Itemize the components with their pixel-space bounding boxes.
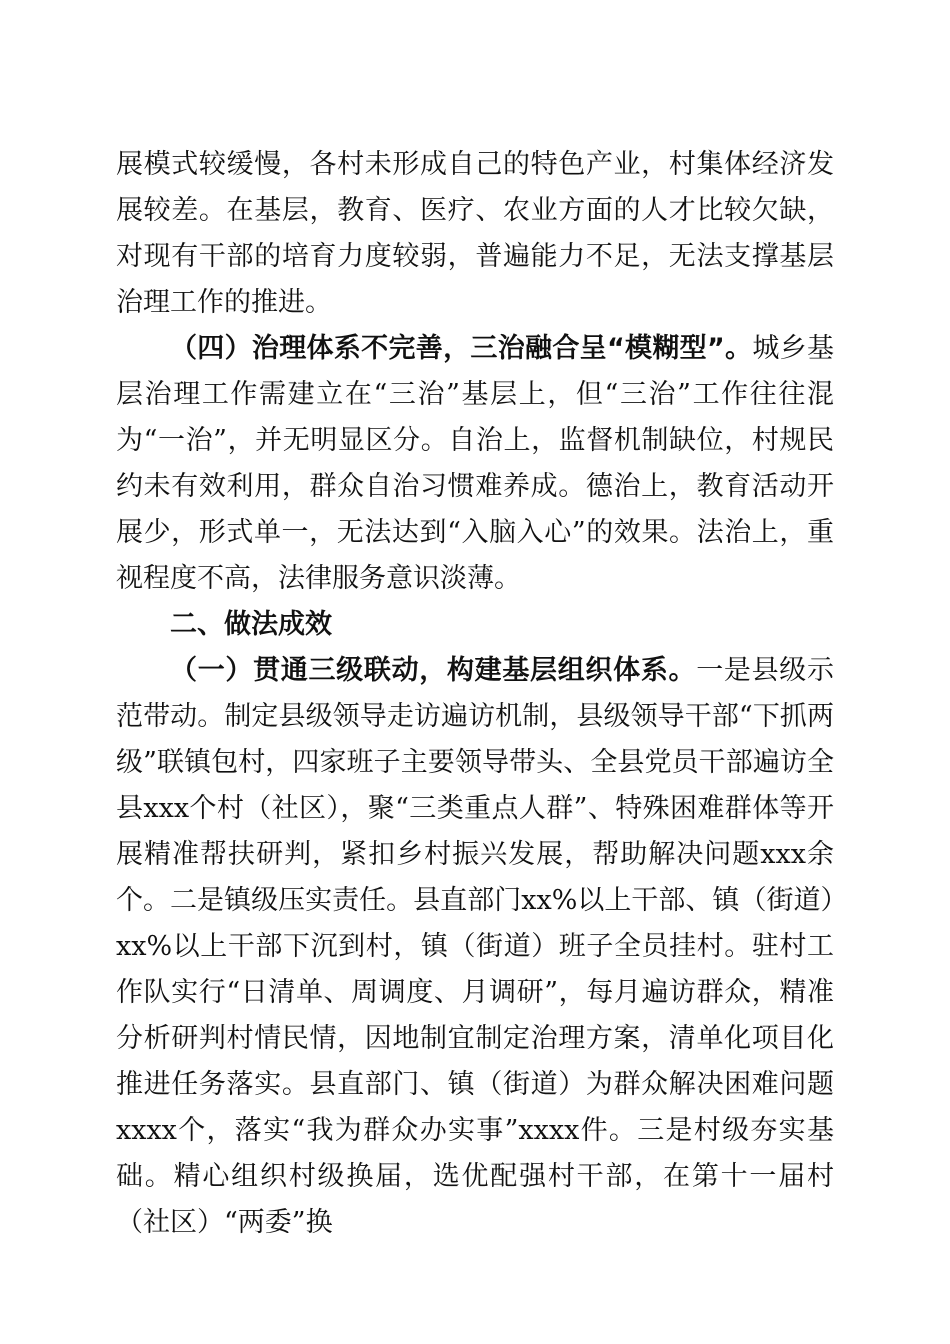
- paragraph-2-text: 城乡基层治理工作需建立在“三治”基层上，但“三治”工作往往混为“一治”，并无明显区分。自治上，监督机制缺位，村规民约未有效利用，群众自治习惯难养成。德治上，教育活动开展少，形式单一，无法达到“入脑入心”的效果。法治上，重视程度不高，法律服务意识淡薄。: [116, 333, 834, 594]
- paragraph-1: [116, 142, 834, 326]
- paragraph-2-lead: （四）治理体系不完善，三治融合呈“模糊型”。: [170, 333, 753, 364]
- document-page: [116, 142, 834, 1246]
- paragraph-3-text: 一是县级示范带动。制定县级领导走访遍访机制，县级领导干部“下抓两级”联镇包村，四家班子主要领导带头、全县党员干部遍访全县xxx个村（社区），聚“三类重点人群”、特殊困难群体等开展精准帮扶研判，紧扣乡村振兴发展，帮助解决问题xxx余个。二是镇级压实责任。县直部门xx%以上干部、镇（街道）xx%以上干部下沉到村，镇（街道）班子全员挂村。驻村工作队实行“日清单、周调度、月调研”，每月遍访群众，精准分析研判村情民情，因地制宜制定治理方案，清单化项目化推进任务落实。县直部门、镇（街道）为群众解决困难问题xxxx个，落实“我为群众办实事”xxxx件。三是村级夯实基础。精心组织村级换届，选优配强村干部，在第十一届村（社区）“两委”换: [116, 655, 835, 1238]
- section-heading-2: 二、做法成效: [170, 609, 332, 640]
- paragraph-2: [116, 326, 834, 602]
- paragraph-3: [116, 648, 834, 1246]
- paragraph-1-text: 展模式较缓慢，各村未形成自己的特色产业，村集体经济发展较差。在基层，教育、医疗、农业方面的人才比较欠缺，对现有干部的培育力度较弱，普遍能力不足，无法支撑基层治理工作的推进。: [116, 149, 834, 318]
- paragraph-3-lead: （一）贯通三级联动，构建基层组织体系。: [170, 655, 697, 686]
